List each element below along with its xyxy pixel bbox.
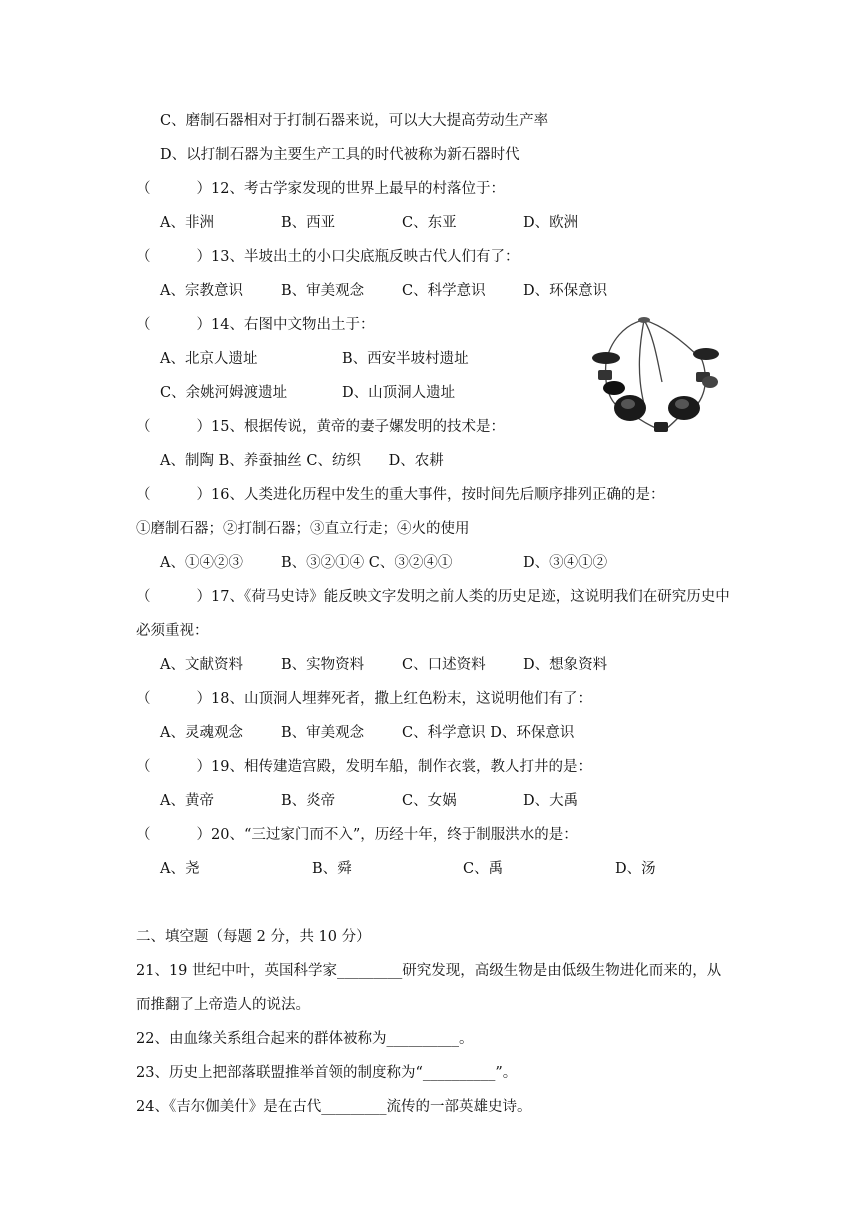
- question-17-continued: 必须重视：: [136, 623, 209, 639]
- answer-paren: （ ）: [136, 249, 211, 265]
- question-text: 17、《荷马史诗》能反映文字发明之前人类的历史足迹，这说明我们在研究历史中: [211, 589, 730, 605]
- question-18: [136, 689, 592, 709]
- question-23: 23、历史上把部落联盟推举首领的制度称为“__________”。: [136, 1065, 518, 1081]
- option-a: A、黄帝: [160, 793, 214, 809]
- option-a: A、宗教意识: [160, 283, 243, 299]
- question-17: [136, 587, 730, 607]
- question-text: 12、考古学家发现的世界上最早的村落位于：: [211, 181, 505, 197]
- option-b: B、舜: [312, 861, 352, 877]
- question-text: 13、半坡出土的小口尖底瓶反映古代人们有了：: [211, 249, 520, 265]
- answer-paren: （ ）: [136, 827, 211, 843]
- question-15: [136, 417, 505, 437]
- option-d: D、欧洲: [523, 215, 579, 231]
- q16-event-list: ①磨制石器；②打制石器；③直立行走；④火的使用: [136, 521, 470, 537]
- option-b: B、炎帝: [281, 793, 336, 809]
- question-text: 20、“三过家门而不入”，历经十年，终于制服洪水的是：: [211, 827, 578, 843]
- answer-paren: （ ）: [136, 317, 211, 333]
- q15-options: A、制陶 B、养蚕抽丝 C、纺织 D、农耕: [160, 453, 444, 469]
- question-21-continued: 而推翻了上帝造人的说法。: [136, 997, 310, 1013]
- option-a: A、尧: [160, 861, 200, 877]
- option-d: D、③④①②: [523, 555, 608, 571]
- option-a: A、①④②③: [160, 555, 243, 571]
- question-24: 24、《吉尔伽美什》是在古代_________流传的一部英雄史诗。: [136, 1099, 532, 1115]
- option-d: D、想象资料: [523, 657, 608, 673]
- question-text: 19、相传建造宫殿，发明车船，制作衣裳，教人打井的是：: [211, 759, 592, 775]
- option-c: C、禹: [463, 861, 504, 877]
- option-c: C、东亚: [402, 215, 457, 231]
- question-13: [136, 247, 519, 267]
- option-b: B、审美观念: [281, 283, 365, 299]
- option-d: D、大禹: [523, 793, 579, 809]
- question-14: [136, 315, 374, 335]
- q11-option-c: C、磨制石器相对于打制石器来说，可以大大提高劳动生产率: [160, 113, 549, 129]
- question-21: 21、19 世纪中叶，英国科学家_________研究发现，高级生物是由低级生物进化而来的，从: [136, 963, 722, 979]
- option-a: A、北京人遗址: [160, 351, 258, 367]
- question-text: 18、山顶洞人埋葬死者，撒上红色粉末，这说明他们有了：: [211, 691, 592, 707]
- question-12: [136, 179, 505, 199]
- question-22: 22、由血缘关系组合起来的群体被称为__________。: [136, 1031, 474, 1047]
- section-heading: 二、填空题（每题 2 分，共 10 分）: [136, 929, 371, 945]
- option-d: D、环保意识: [523, 283, 608, 299]
- answer-paren: （ ）: [136, 691, 211, 707]
- option-c-d: C、科学意识 D、环保意识: [402, 725, 575, 741]
- option-a: A、文献资料: [160, 657, 243, 673]
- option-b-c: B、③②①④ C、③②④①: [281, 555, 453, 571]
- option-d: D、汤: [615, 861, 656, 877]
- option-c: C、余姚河姆渡遗址: [160, 385, 288, 401]
- question-20: [136, 825, 578, 845]
- option-b: B、审美观念: [281, 725, 365, 741]
- answer-paren: （ ）: [136, 419, 211, 435]
- option-a: A、非洲: [160, 215, 214, 231]
- answer-paren: （ ）: [136, 181, 211, 197]
- option-a: A、灵魂观念: [160, 725, 243, 741]
- option-c: C、女娲: [402, 793, 457, 809]
- option-d: D、山顶洞人遗址: [342, 385, 456, 401]
- question-text: 16、人类进化历程中发生的重大事件，按时间先后顺序排列正确的是：: [211, 487, 665, 503]
- question-19: [136, 757, 592, 777]
- answer-paren: （ ）: [136, 759, 211, 775]
- q11-option-d: D、以打制石器为主要生产工具的时代被称为新石器时代: [160, 147, 520, 163]
- option-b: B、西亚: [281, 215, 336, 231]
- option-b: B、实物资料: [281, 657, 365, 673]
- option-c: C、科学意识: [402, 283, 486, 299]
- question-16: [136, 485, 664, 505]
- answer-paren: （ ）: [136, 589, 211, 605]
- answer-paren: （ ）: [136, 487, 211, 503]
- option-b: B、西安半坡村遗址: [342, 351, 469, 367]
- option-c: C、口述资料: [402, 657, 486, 673]
- question-text: 15、根据传说，黄帝的妻子嫘发明的技术是：: [211, 419, 505, 435]
- question-text: 14、右图中文物出土于：: [211, 317, 375, 333]
- ornament-necklace-image: [584, 312, 730, 442]
